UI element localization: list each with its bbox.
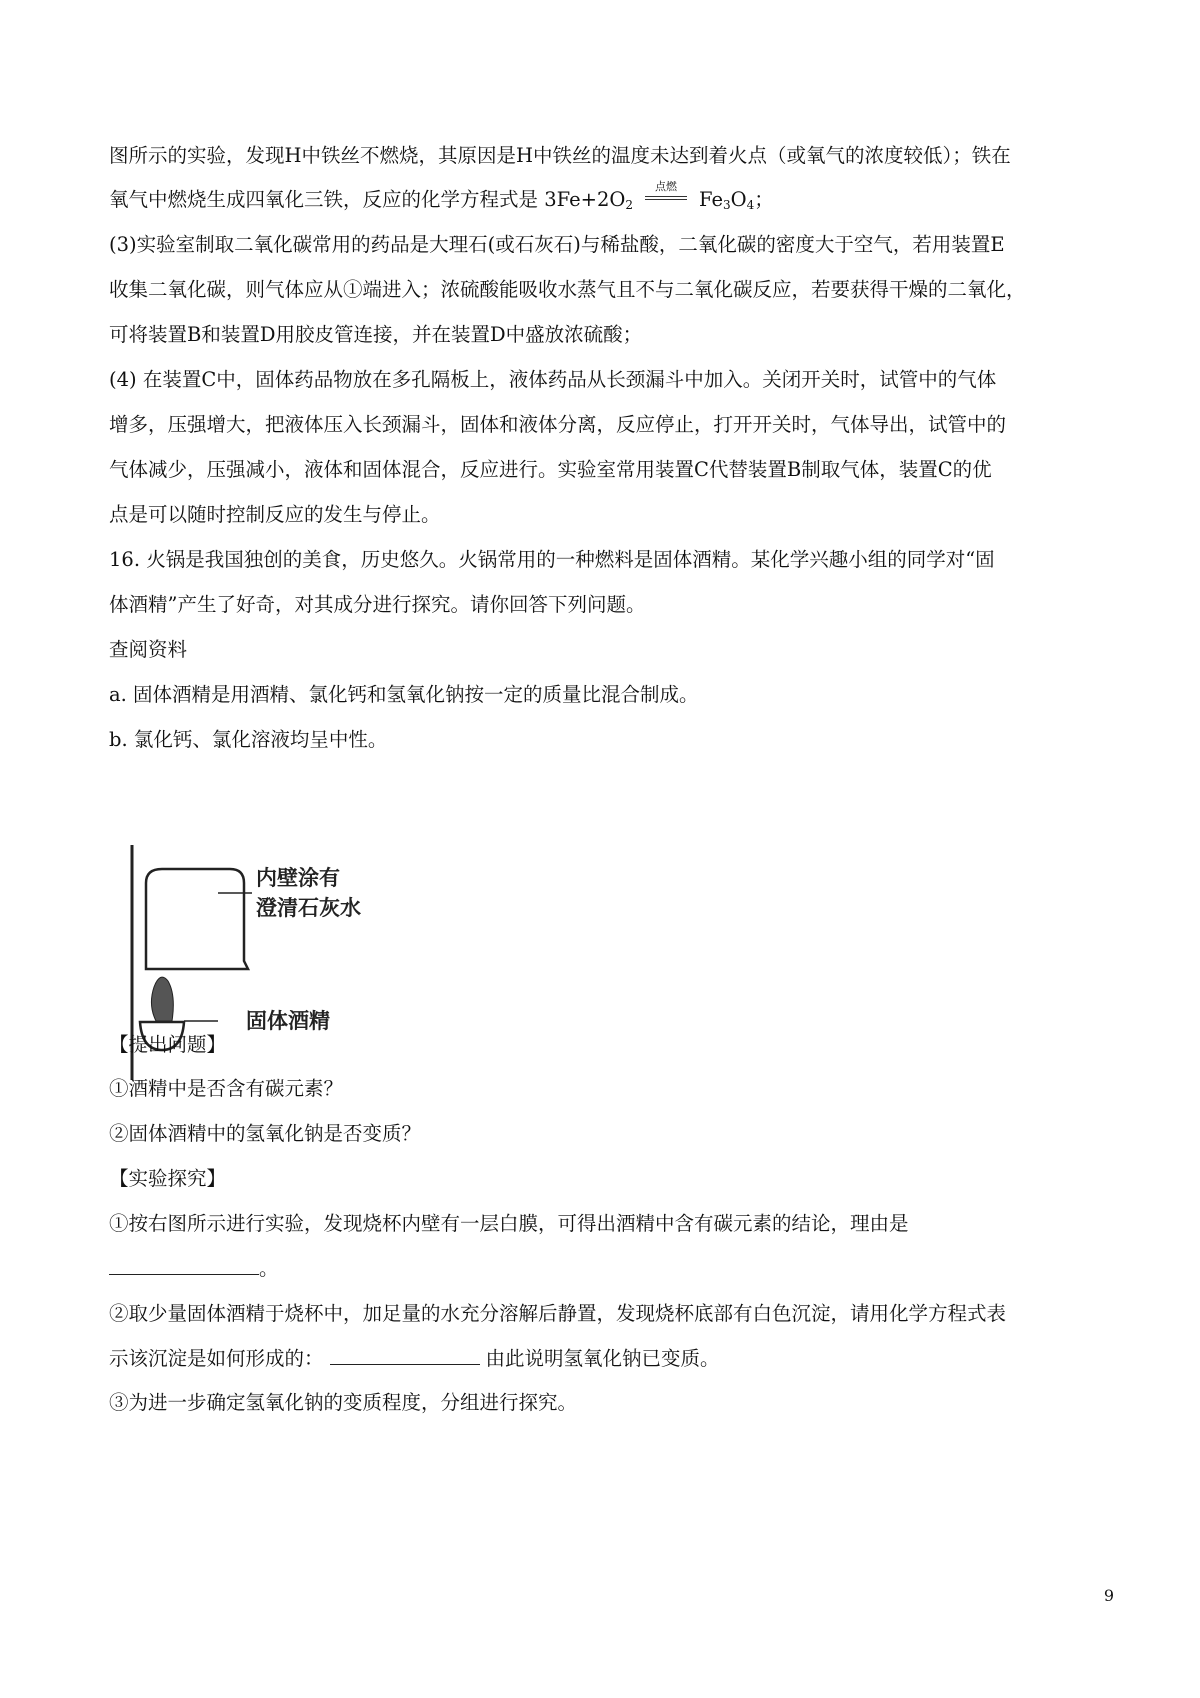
label-lime-water-1: 内壁涂有: [256, 866, 340, 890]
reference-a: a. 固体酒精是用酒精、氯化钙和氢氧化钠按一定的质量比混合制成。: [109, 683, 699, 706]
condition-text: 点燃: [654, 180, 677, 193]
equation-subscript: 2: [625, 198, 633, 212]
text-line-8: 气体减少，压强减小，液体和固体混合，反应进行。实验室常用装置C代替装置B制取气体，装置C的优: [109, 458, 992, 481]
equation-line: [109, 180, 774, 218]
label-solid-alcohol: 固体酒精: [246, 1009, 330, 1033]
text-line-9: 点是可以随时控制反应的发生与停止。: [109, 503, 441, 526]
text-line-3: (3)实验室制取二氧化碳常用的药品是大理石(或石灰石)与稀盐酸，二氧化碳的密度大于空气，若用装置E: [109, 233, 1005, 256]
answer-blank-2[interactable]: [330, 1346, 480, 1365]
experiment-2-line-1: ②取少量固体酒精于烧杯中，加足量的水充分溶解后静置，发现烧杯底部有白色沉淀，请用化学方程式表: [109, 1302, 1007, 1325]
question-2: ②固体酒精中的氢氧化钠是否变质？: [109, 1122, 422, 1145]
text-line-1: 图所示的实验，发现H中铁丝不燃烧，其原因是H中铁丝的温度未达到着火点（或氧气的浓度较低）；铁在: [109, 144, 1011, 167]
product-sub-4: 4: [746, 198, 755, 212]
equals-bar: [645, 196, 687, 200]
beaker-outline: [146, 869, 248, 969]
section-experiment: 【实验探究】: [109, 1167, 227, 1190]
answer-blank-1[interactable]: [109, 1256, 259, 1275]
answer-line-1: [109, 1256, 279, 1282]
question-16-line-1: 16. 火锅是我国独创的美食，历史悠久。火锅常用的一种燃料是固体酒精。某化学兴趣小组的同学对“固: [109, 548, 995, 571]
reaction-condition: [641, 180, 691, 213]
experiment-3: ③为进一步确定氢氧化钠的变质程度，分组进行探究。: [109, 1391, 578, 1414]
question-16-line-2: 体酒精”产生了好奇，对其成分进行探究。请你回答下列问题。: [109, 593, 646, 616]
experiment-1: ①按右图所示进行实验，发现烧杯内壁有一层白膜，可得出酒精中含有碳元素的结论，理由是: [109, 1212, 909, 1235]
question-1: ①酒精中是否含有碳元素？: [109, 1077, 344, 1100]
text-line-5: 可将装置B和装置D用胶皮管连接，并在装置D中盛放浓硫酸；: [109, 323, 643, 346]
text-line-6: (4) 在装置C中，固体药品物放在多孔隔板上，液体药品从长颈漏斗中加入。关闭开关时，试管中的气体: [109, 368, 997, 391]
experiment-2-prefix: 示该沉淀是如何形成的：: [109, 1347, 324, 1370]
product-fe: Fe: [698, 188, 723, 211]
product-o: O: [730, 188, 747, 211]
label-lime-water-2: 澄清石灰水: [256, 896, 361, 920]
answer-line-1-period: 。: [259, 1257, 279, 1280]
equation-prefix: 氧气中燃烧生成四氧化三铁，反应的化学方程式是 3Fe+2O: [109, 188, 626, 211]
section-reference: 查阅资料: [109, 638, 188, 661]
equation-suffix: ；: [754, 188, 774, 211]
flame: [151, 977, 173, 1021]
text-line-7: 增多，压强增大，把液体压入长颈漏斗，固体和液体分离，反应停止，打开开关时，气体导出，试管中的: [109, 413, 1007, 436]
reference-b: b. 氯化钙、氯化溶液均呈中性。: [109, 728, 388, 751]
experiment-2-suffix: 由此说明氢氧化钠已变质。: [485, 1347, 720, 1370]
text-line-4: 收集二氧化碳，则气体应从①端进入；浓硫酸能吸收水蒸气且不与二氧化碳反应，若要获得干燥的二氧化，: [109, 278, 1026, 301]
product-sub-3: 3: [723, 198, 731, 212]
section-question: 【提出问题】: [109, 1033, 227, 1056]
page-number: 9: [1103, 1586, 1114, 1605]
experiment-2-line-2: [109, 1346, 720, 1372]
